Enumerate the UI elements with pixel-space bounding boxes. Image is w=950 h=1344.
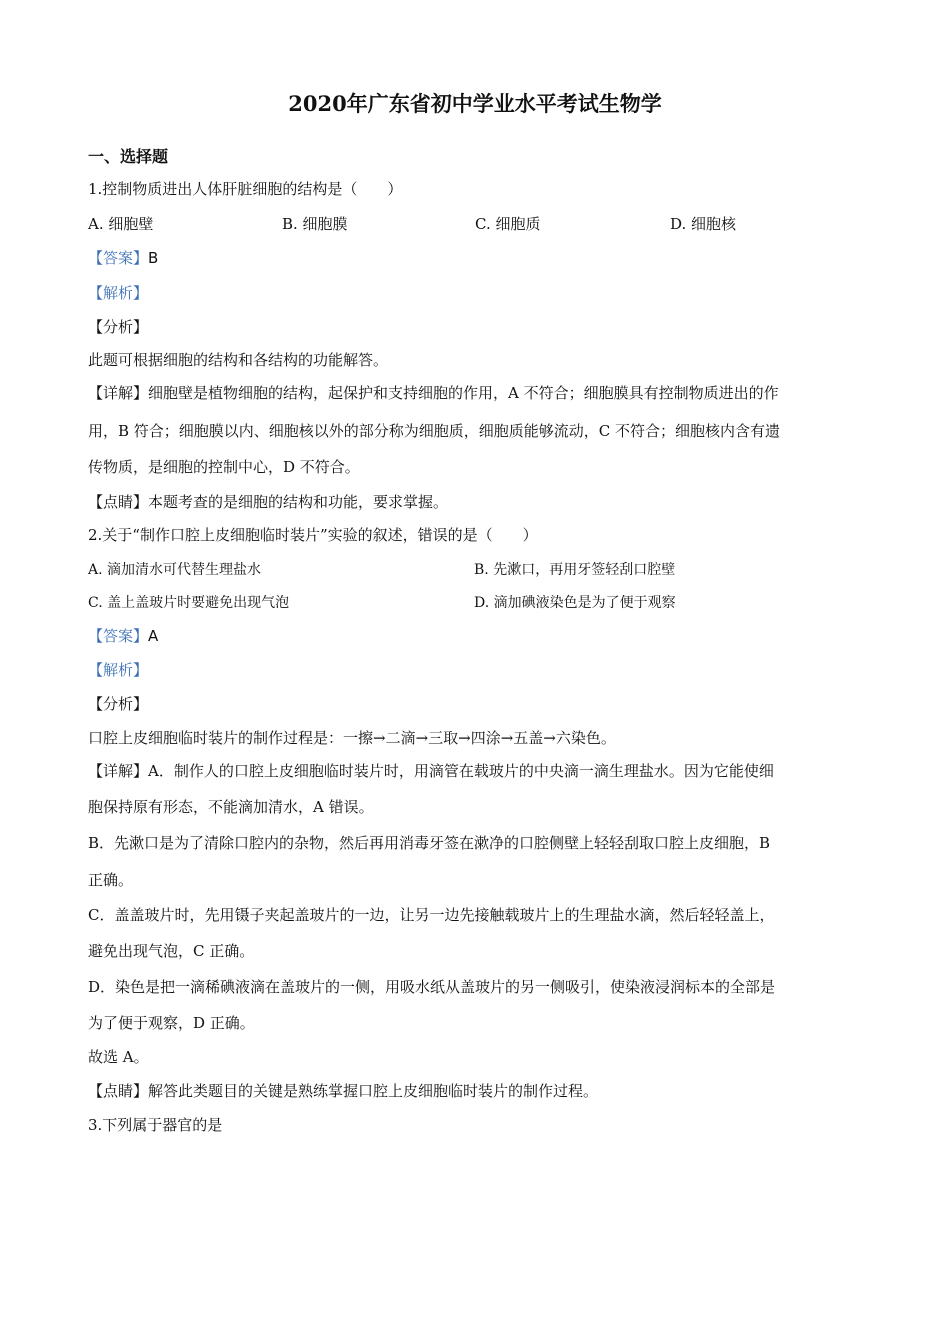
q1-detail-line: 【详解】细胞壁是植物细胞的结构，起保护和支持细胞的作用，A 不符合；细胞膜具有控制物质进出的作 — [88, 384, 779, 402]
q2-analysis-tag: 【解析】 — [88, 661, 149, 679]
q2-fenxi-text: 口腔上皮细胞临时装片的制作过程是：一擦→二滴→三取→四涂→五盖→六染色。 — [88, 729, 616, 747]
answer-value: B — [148, 249, 159, 267]
q2-detail-line: 为了便于观察，D 正确。 — [88, 1014, 255, 1032]
q1-option-a: A. 细胞壁 — [88, 215, 154, 233]
q2-option-a: A. 滴加清水可代替生理盐水 — [88, 562, 262, 578]
q2-option-d: D. 滴加碘液染色是为了便于观察 — [474, 595, 676, 611]
q1-option-b: B. 细胞膜 — [282, 215, 348, 233]
q2-detail-line: C．盖盖玻片时，先用镊子夹起盖玻片的一边，让另一边先接触载玻片上的生理盐水滴，然后轻轻盖上， — [88, 906, 775, 924]
q2-option-c: C. 盖上盖玻片时要避免出现气泡 — [88, 595, 290, 611]
q1-fenxi-text: 此题可根据细胞的结构和各结构的功能解答。 — [88, 351, 389, 369]
q1-detail-line: 传物质，是细胞的控制中心，D 不符合。 — [88, 458, 360, 476]
q1-comment: 【点睛】本题考查的是细胞的结构和功能，要求掌握。 — [88, 493, 449, 511]
q1-detail-line: 用，B 符合；细胞膜以内、细胞核以外的部分称为细胞质，细胞质能够流动，C 不符合；细胞核内含有遗 — [88, 422, 781, 440]
q1-option-c: C. 细胞质 — [475, 215, 541, 233]
q1-answer — [88, 247, 158, 268]
q2-answer — [88, 625, 158, 646]
q2-detail-line: 【详解】A．制作人的口腔上皮细胞临时装片时，用滴管在载玻片的中央滴一滴生理盐水。因为它能使细 — [88, 762, 774, 780]
q1-fenxi-tag: 【分析】 — [88, 318, 149, 336]
answer-tag: 【答案】 — [88, 627, 149, 645]
q2-choose: 故选 A。 — [88, 1048, 149, 1066]
q1-option-d: D. 细胞核 — [670, 215, 737, 233]
q2-detail-line: 避免出现气泡，C 正确。 — [88, 942, 255, 960]
q1-analysis-tag: 【解析】 — [88, 284, 149, 302]
q2-detail-line: D．染色是把一滴稀碘液滴在盖玻片的一侧，用吸水纸从盖玻片的另一侧吸引，使染液浸润标本的全部是 — [88, 978, 776, 996]
q2-comment: 【点睛】解答此类题目的关键是熟练掌握口腔上皮细胞临时装片的制作过程。 — [88, 1082, 599, 1100]
q2-stem: 2.关于“制作口腔上皮细胞临时装片”实验的叙述，错误的是（ ） — [88, 526, 538, 544]
q2-fenxi-tag: 【分析】 — [88, 695, 149, 713]
answer-tag: 【答案】 — [88, 249, 149, 267]
page-title: 2020年广东省初中学业水平考试生物学 — [288, 91, 662, 116]
answer-value: A — [148, 627, 159, 645]
q2-detail-line: B．先漱口是为了清除口腔内的杂物，然后再用消毒牙签在漱净的口腔侧壁上轻轻刮取口腔上皮细胞，B — [88, 834, 771, 852]
q2-detail-line: 胞保持原有形态，不能滴加清水，A 错误。 — [88, 798, 374, 816]
q2-option-b: B. 先漱口，再用牙签轻刮口腔壁 — [474, 562, 676, 578]
q2-detail-line: 正确。 — [88, 871, 134, 889]
q3-stem: 3.下列属于器官的是 — [88, 1116, 223, 1134]
q1-stem: 1.控制物质进出人体肝脏细胞的结构是（ ） — [88, 180, 403, 198]
section-heading: 一、选择题 — [88, 147, 169, 166]
